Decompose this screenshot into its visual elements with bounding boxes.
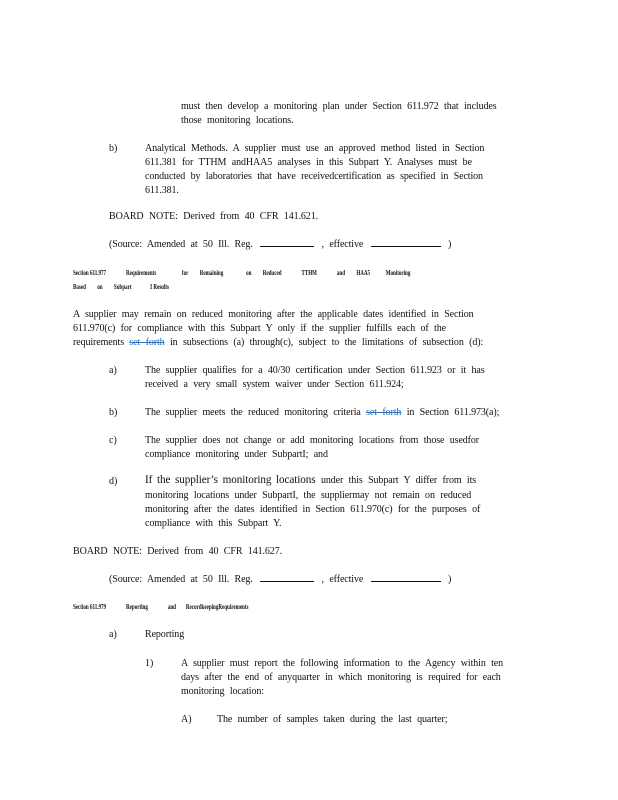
section-heading-line2 (73, 282, 179, 292)
board-note: BOARD NOTE: Derived from 40 CFR 141.627. (73, 546, 282, 557)
blank-line (371, 573, 441, 582)
subsection-title: Reporting (145, 629, 185, 640)
item-label: 1) (145, 658, 154, 669)
paragraph-line: A supplier may remain on reduced monitoring after the applicable dates identified in Section (73, 309, 474, 320)
paragraph-line: must then develop a monitoring plan under Section 611.972 that includes (181, 101, 497, 112)
source-prefix: (Source: Amended at 50 Ill. Reg. (109, 239, 253, 250)
emphasized-text: If the supplier’s monitoring locations (145, 474, 316, 486)
paragraph-text: in Section 611.973(a); (406, 407, 500, 418)
blank-line (260, 238, 314, 247)
paragraph-text: requirements (73, 337, 125, 348)
paragraph-line: The supplier does not change or add monitoring locations from those usedfor (145, 435, 480, 446)
item-label: a) (109, 629, 117, 640)
paragraph-text: under this Subpart Y differ from its (320, 475, 477, 486)
heading-word: Remaining (199, 269, 224, 277)
paragraph-line: Analytical Methods. A supplier must use an approved method listed in Section (145, 143, 485, 154)
heading-word: on (97, 283, 103, 291)
heading-word: and (336, 269, 346, 277)
section-number: Section 611.977 (73, 269, 107, 277)
paragraph-line: conducted by laboratories that have receivedcertification as specified in Section (145, 171, 483, 182)
heading-word: Reduced (262, 269, 282, 277)
paragraph-line (145, 474, 476, 487)
heading-word: on (246, 269, 252, 277)
heading-word: for (181, 269, 189, 277)
paragraph-line: compliance monitoring under SubpartI; and (145, 449, 328, 460)
source-close: ) (448, 239, 452, 250)
heading-word: Requirements (126, 269, 157, 277)
paragraph-line: 611.381 for TTHM andHAA5 analyses in this Subpart Y. Analyses must be (145, 157, 472, 168)
paragraph-line (145, 406, 499, 419)
source-effective: , effective (321, 574, 364, 585)
item-label: a) (109, 365, 117, 376)
section-number: Section 611.979 (73, 603, 107, 611)
heading-word: and (167, 603, 176, 611)
source-close: ) (448, 574, 452, 585)
item-label: c) (109, 435, 117, 446)
item-label: d) (109, 476, 118, 487)
paragraph-line: The number of samples taken during the last quarter; (217, 714, 448, 725)
paragraph-line: 611.970(c) for compliance with this Subpart Y only if the supplier fulfills each of the (73, 323, 446, 334)
item-label: b) (109, 143, 118, 154)
paragraph-line: 611.381. (145, 185, 179, 196)
heading-word: I Results (150, 283, 170, 291)
heading-word: Reporting (126, 603, 148, 611)
paragraph-line: The supplier qualifies for a 40/30 certification under Section 611.923 or it has (145, 365, 485, 376)
struck-text: set forth (129, 337, 165, 348)
paragraph-text: in subsections (a) through(c), subject to the limitations of subsection (d): (169, 337, 484, 348)
item-label: b) (109, 407, 118, 418)
source-effective: , effective (321, 239, 364, 250)
paragraph-line: received a very small system waiver under Section 611.924; (145, 379, 404, 390)
paragraph-line: compliance with this Subpart Y. (145, 518, 282, 529)
paragraph-line: those monitoring locations. (181, 115, 294, 126)
paragraph-line: monitoring locations under SubpartI, the suppliermay not remain on reduced (145, 490, 472, 501)
heading-word: TTHM (301, 269, 317, 277)
heading-word: Subpart (113, 283, 132, 291)
board-note: BOARD NOTE: Derived from 40 CFR 141.621. (109, 211, 318, 222)
heading-word: RecordkeepingRequirements (185, 603, 249, 611)
heading-word: Monitoring (385, 269, 411, 277)
heading-word: HAA5 (356, 269, 371, 277)
paragraph-line: monitoring after the dates identified in Section 611.970(c) for the purposes of (145, 504, 481, 515)
section-heading (73, 268, 420, 278)
paragraph-line: monitoring location: (181, 686, 264, 697)
paragraph-line: A supplier must report the following information to the Agency within ten (181, 658, 504, 669)
source-note (109, 573, 451, 586)
blank-line (371, 238, 441, 247)
item-label: A) (181, 714, 192, 725)
paragraph-line: days after the end of anyquarter in which monitoring is required for each (181, 672, 501, 683)
paragraph-line (73, 336, 483, 349)
struck-text: set forth (366, 407, 402, 418)
source-prefix: (Source: Amended at 50 Ill. Reg. (109, 574, 253, 585)
source-note (109, 238, 451, 251)
blank-line (260, 573, 314, 582)
heading-word: Based (73, 283, 86, 291)
paragraph-text: The supplier meets the reduced monitoring criteria (145, 407, 361, 418)
section-heading (73, 602, 259, 612)
